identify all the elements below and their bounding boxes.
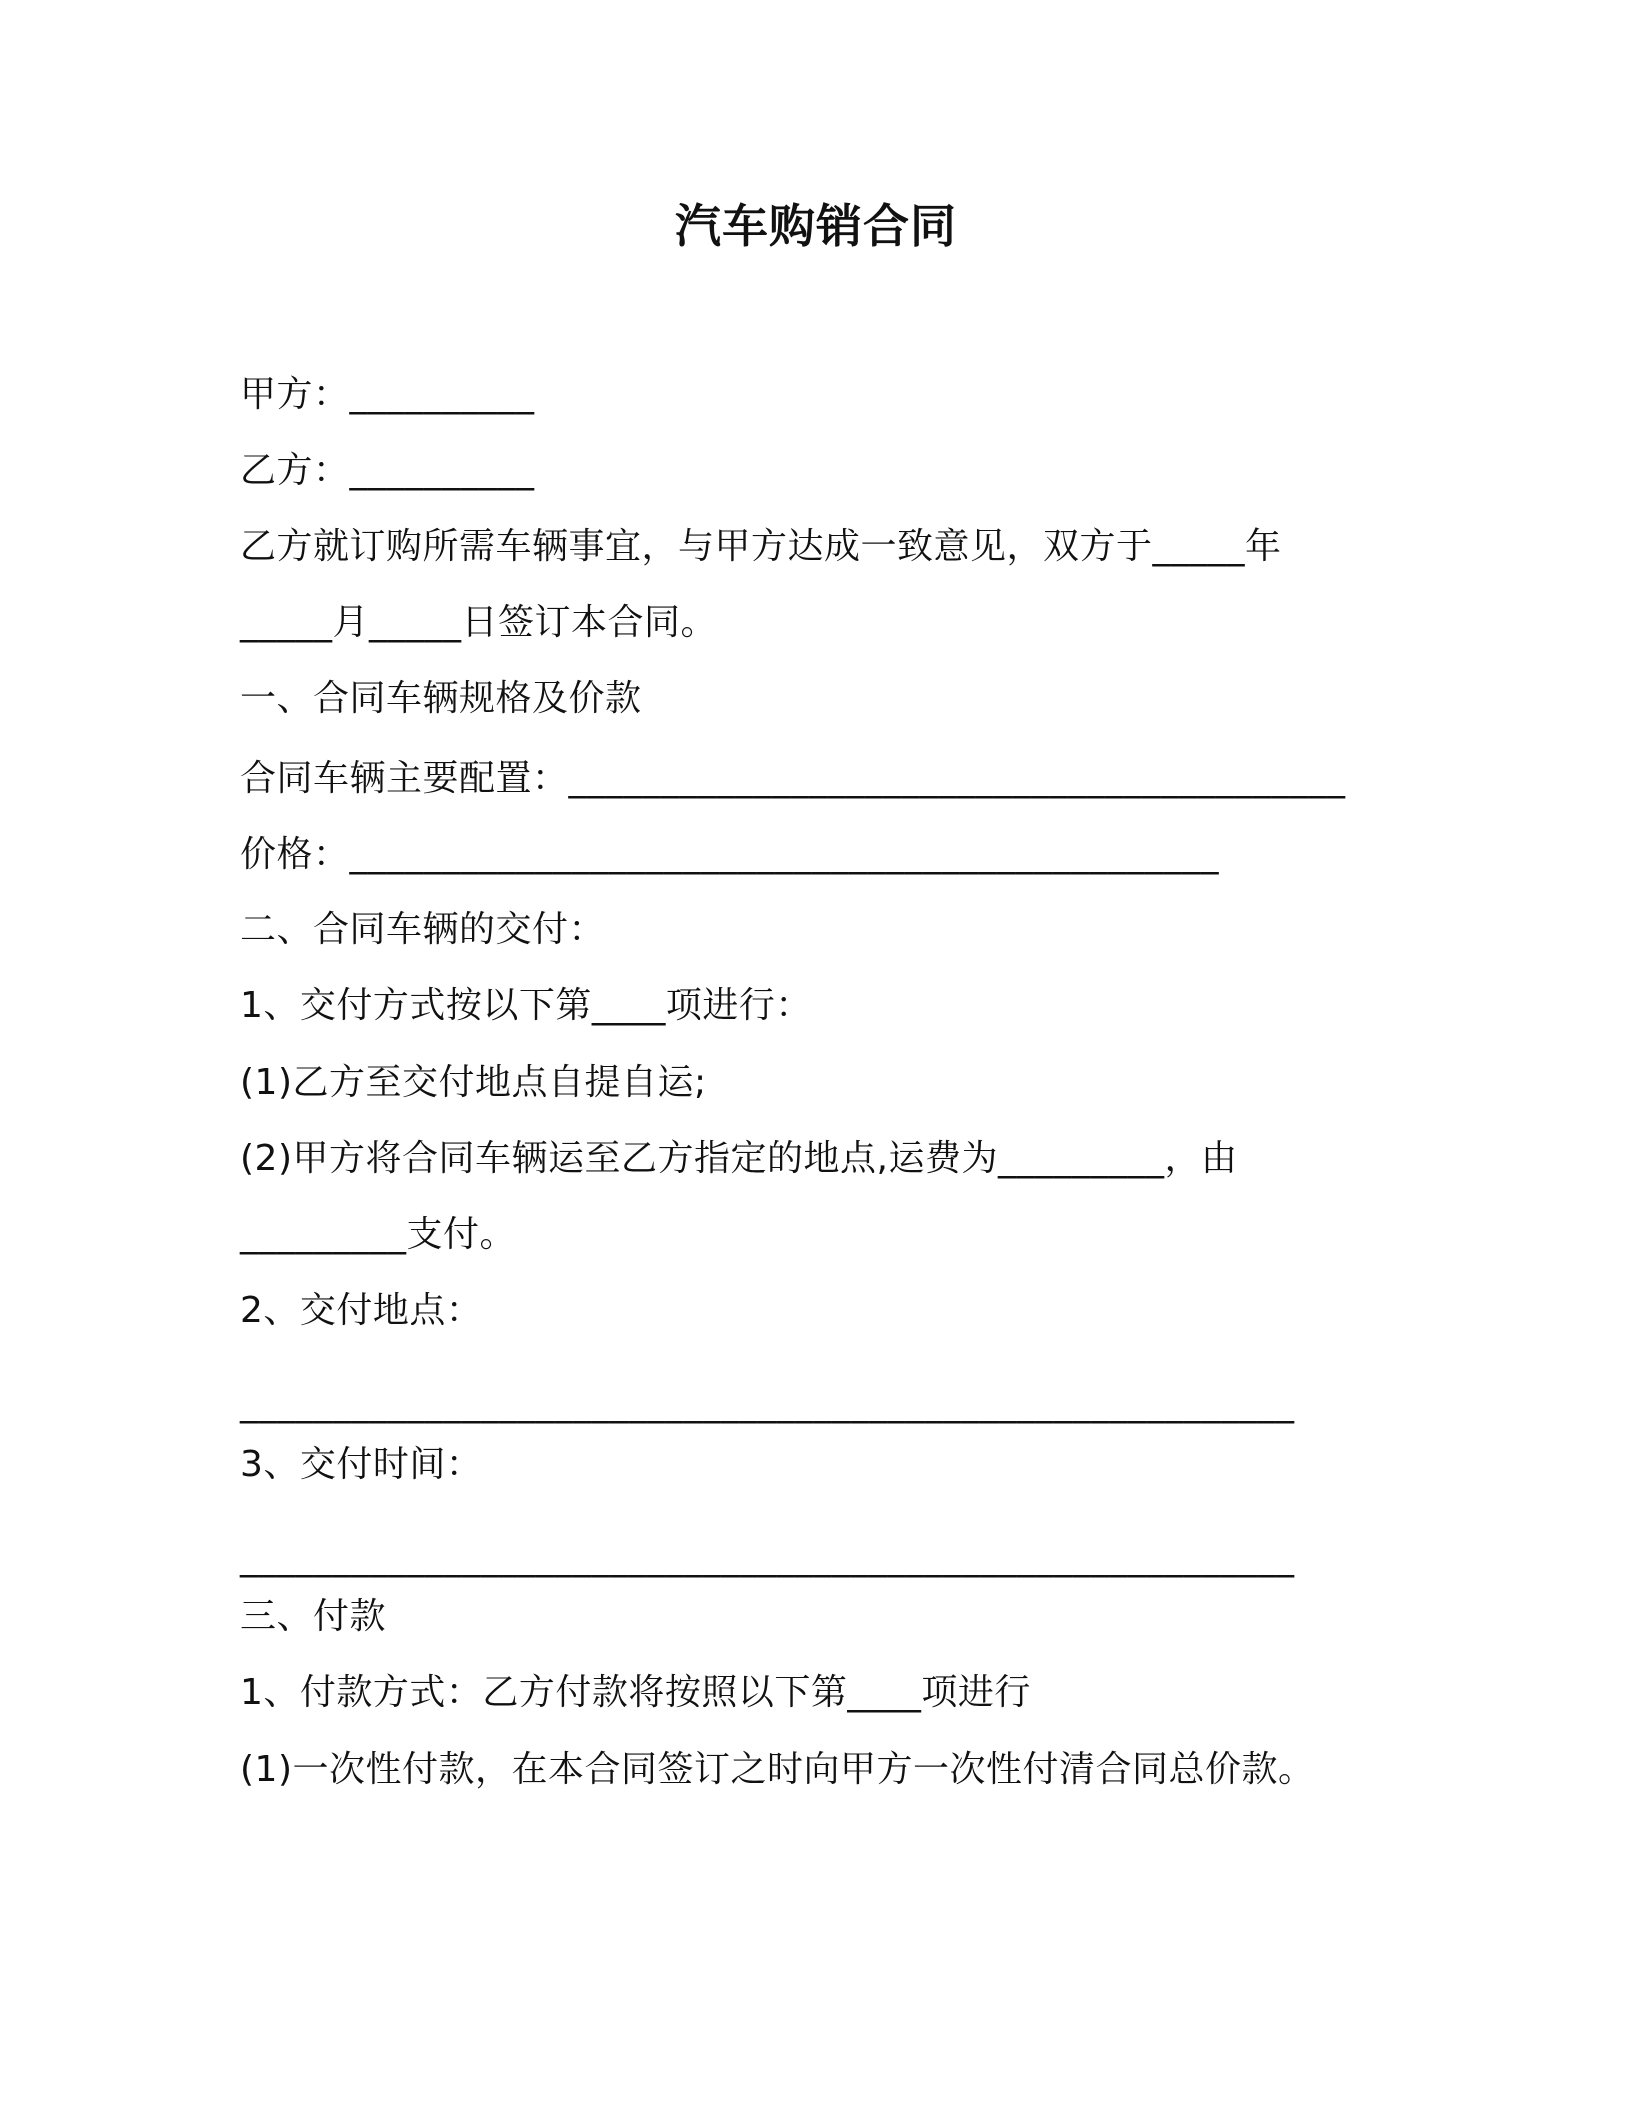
vehicle-config-line: 合同车辆主要配置：__________________________________________ [240,758,1346,799]
delivery-method-line: 1、交付方式按以下第____项进行： [240,985,812,1026]
party-b-line: 乙方：__________ [240,450,535,491]
document-title: 汽车购销合同 [675,199,957,253]
delivery-location-label: 2、交付地点： [240,1290,483,1331]
section-3-heading: 三、付款 [240,1596,387,1637]
price-line: 价格：_______________________________________________ [240,834,1220,875]
delivery-option-2-line-2: _________支付。 [240,1214,517,1255]
payment-method-line: 1、付款方式：乙方付款将按照以下第____项进行 [240,1672,1031,1713]
party-a-line: 甲方：__________ [240,374,535,415]
section-2-heading: 二、合同车辆的交付： [240,909,606,950]
intro-paragraph-line-2: _____月_____日签订本合同。 [240,602,718,643]
section-1-heading: 一、合同车辆规格及价款 [240,678,642,719]
delivery-location-blank: _________________________________________________________ [240,1383,1295,1424]
payment-option-1: (1)一次性付款，在本合同签订之时向甲方一次性付清合同总价款。 [240,1749,1315,1790]
delivery-option-1: (1)乙方至交付地点自提自运; [240,1062,707,1103]
delivery-time-label: 3、交付时间： [240,1444,483,1485]
intro-paragraph-line-1: 乙方就订购所需车辆事宜，与甲方达成一致意见，双方于_____年 [240,526,1282,567]
delivery-time-blank: _________________________________________________________ [240,1537,1295,1578]
delivery-option-2-line-1: (2)甲方将合同车辆运至乙方指定的地点,运费为_________，由 [240,1138,1238,1179]
